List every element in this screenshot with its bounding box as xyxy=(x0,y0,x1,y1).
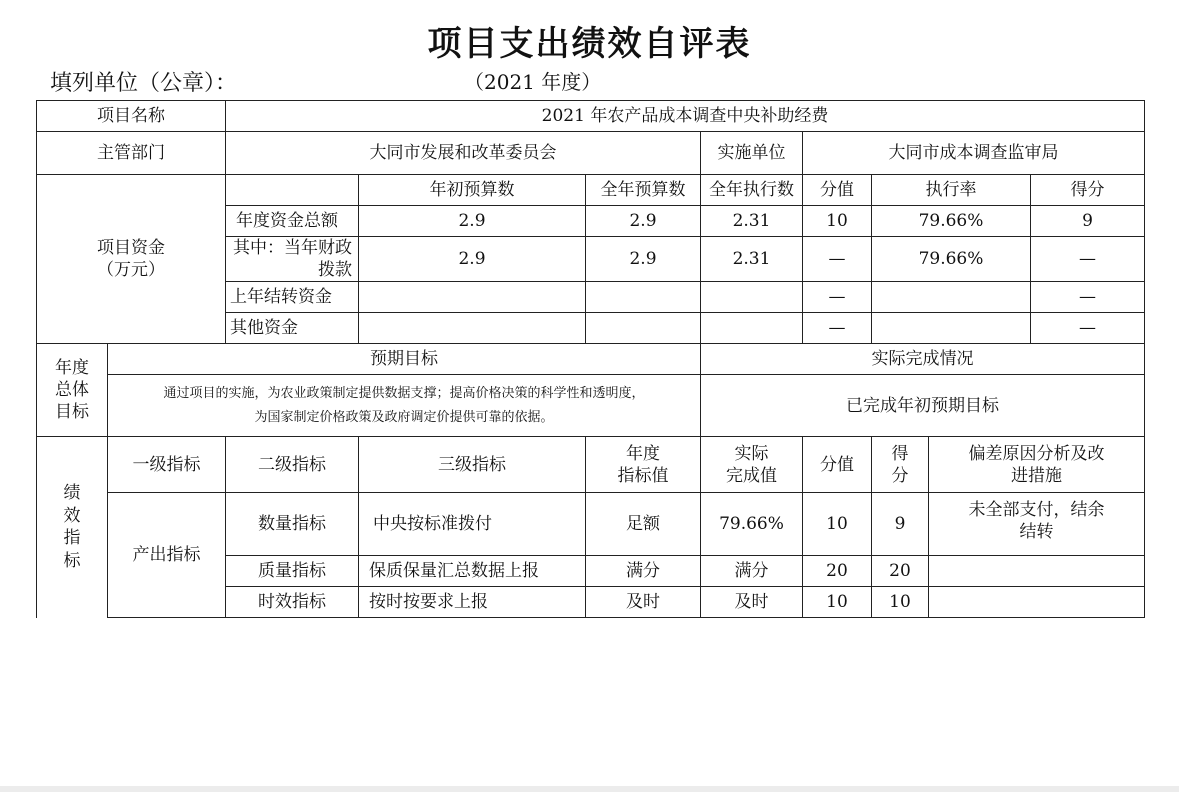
perf-header-actual xyxy=(701,437,803,493)
funds-cell: 10 xyxy=(803,206,872,237)
funds-header-initial: 年初预算数 xyxy=(359,175,586,206)
funds-cell: 2.31 xyxy=(701,237,803,282)
funds-cell: — xyxy=(803,237,872,282)
perf-label-char: 效 xyxy=(63,505,81,526)
goals-label-line2: 总体 xyxy=(55,380,89,401)
perf-header-level3: 三级指标 xyxy=(359,437,586,493)
funds-cell: 2.9 xyxy=(359,206,586,237)
filling-unit-label: 填列单位（公章）： xyxy=(50,71,238,96)
perf-level2: 时效指标 xyxy=(226,587,359,618)
actual-completion-header: 实际完成情况 xyxy=(701,344,1145,375)
perf-header-level1: 一级指标 xyxy=(108,437,226,493)
goals-label xyxy=(37,344,108,437)
funds-cell: 2.9 xyxy=(359,237,586,282)
perf-level2: 数量指标 xyxy=(226,493,359,556)
funds-label-line2: （万元） xyxy=(97,260,165,281)
perf-level3: 中央按标准拨付 xyxy=(359,493,586,556)
funds-cell: 9 xyxy=(1031,206,1145,237)
funds-cell xyxy=(586,282,701,313)
perf-level3: 保质保量汇总数据上报 xyxy=(359,556,586,587)
expected-goal-text xyxy=(108,375,701,437)
project-name-value: 2021 年农产品成本调查中央补助经费 xyxy=(226,101,1145,132)
funds-cell xyxy=(701,313,803,344)
perf-score: 10 xyxy=(803,587,872,618)
funds-header-rate: 执行率 xyxy=(872,175,1031,206)
funds-row-name: 年度资金总额 xyxy=(226,206,359,237)
expected-goal-line1: 通过项目的实施，为农业政策制定提供数据支撑；提高价格决策的科学性和透明度， xyxy=(163,386,645,402)
funds-cell: — xyxy=(803,282,872,313)
perf-actual: 及时 xyxy=(701,587,803,618)
funds-cell: — xyxy=(1031,282,1145,313)
perf-label-char: 标 xyxy=(63,551,81,572)
perf-header-actual-line1: 实际 xyxy=(734,443,769,464)
perf-reason-line1: 未全部支付，结余 xyxy=(968,500,1105,521)
funds-cell: — xyxy=(803,313,872,344)
perf-label-char: 绩 xyxy=(63,482,81,503)
goals-label-line1: 年度 xyxy=(55,358,89,379)
funds-cell xyxy=(359,282,586,313)
expected-goal-line2: 为国家制定价格政策及政府调定价提供可靠的依据。 xyxy=(254,409,554,425)
perf-header-reason-line1: 偏差原因分析及改 xyxy=(968,443,1105,464)
funds-cell xyxy=(701,282,803,313)
perf-header-actual-line2: 完成值 xyxy=(726,465,777,486)
perf-got: 20 xyxy=(872,556,929,587)
perf-reason xyxy=(929,556,1145,587)
impl-value: 大同市成本调查监审局 xyxy=(803,132,1145,175)
perf-level2: 质量指标 xyxy=(226,556,359,587)
funds-cell: — xyxy=(1031,313,1145,344)
funds-cell xyxy=(586,313,701,344)
perf-header-score: 分值 xyxy=(803,437,872,493)
perf-target: 满分 xyxy=(586,556,701,587)
perf-actual: 满分 xyxy=(701,556,803,587)
perf-got: 10 xyxy=(872,587,929,618)
perf-header-got-line2: 分 xyxy=(891,465,909,486)
dept-value: 大同市发展和改革委员会 xyxy=(226,132,701,175)
perf-header-target-line1: 年度 xyxy=(626,443,660,464)
perf-row xyxy=(37,493,1145,556)
funds-cell: 79.66% xyxy=(872,206,1031,237)
perf-reason xyxy=(929,493,1145,556)
funds-header-blank xyxy=(226,175,359,206)
funds-cell xyxy=(872,313,1031,344)
funds-cell: 2.9 xyxy=(586,237,701,282)
funds-cell: 2.31 xyxy=(701,206,803,237)
perf-header-target-line2: 指标值 xyxy=(617,465,669,486)
perf-header-got-line1: 得 xyxy=(891,443,909,464)
funds-row-name: 其他资金 xyxy=(226,313,359,344)
perf-score: 20 xyxy=(803,556,872,587)
funds-header-annual: 全年预算数 xyxy=(586,175,701,206)
perf-header-reason-line2: 进措施 xyxy=(1011,465,1062,486)
funds-row-name: 上年结转资金 xyxy=(226,282,359,313)
funds-row-name: 其中：当年财政拨款 xyxy=(226,237,359,282)
perf-label xyxy=(37,437,108,618)
funds-cell xyxy=(359,313,586,344)
perf-reason xyxy=(929,587,1145,618)
perf-reason-line2: 结转 xyxy=(1019,522,1054,543)
dept-label: 主管部门 xyxy=(37,132,226,175)
perf-got: 9 xyxy=(872,493,929,556)
perf-label-char: 指 xyxy=(63,528,81,549)
funds-label-line1: 项目资金 xyxy=(97,238,165,258)
funds-cell: 79.66% xyxy=(872,237,1031,282)
perf-header-got xyxy=(872,437,929,493)
self-evaluation-table xyxy=(36,100,1145,618)
perf-score: 10 xyxy=(803,493,872,556)
page-bottom-edge xyxy=(0,786,1179,792)
funds-label xyxy=(37,175,226,344)
perf-level3: 按时按要求上报 xyxy=(359,587,586,618)
perf-header-reason xyxy=(929,437,1145,493)
perf-header-target xyxy=(586,437,701,493)
perf-target: 及时 xyxy=(586,587,701,618)
project-name-label: 项目名称 xyxy=(37,101,226,132)
funds-cell: — xyxy=(1031,237,1145,282)
funds-header-executed: 全年执行数 xyxy=(701,175,803,206)
funds-header-got: 得分 xyxy=(1031,175,1145,206)
funds-cell: 2.9 xyxy=(586,206,701,237)
funds-header-score: 分值 xyxy=(803,175,872,206)
report-year: （2021 年度） xyxy=(464,70,602,94)
perf-level1-output: 产出指标 xyxy=(108,493,226,618)
perf-header-level2: 二级指标 xyxy=(226,437,359,493)
perf-actual: 79.66% xyxy=(701,493,803,556)
funds-cell xyxy=(872,282,1031,313)
perf-target: 足额 xyxy=(586,493,701,556)
expected-goal-header: 预期目标 xyxy=(108,344,701,375)
goals-label-line3: 目标 xyxy=(55,402,89,423)
form-title: 项目支出绩效自评表 xyxy=(427,24,752,64)
actual-completion-text: 已完成年初预期目标 xyxy=(701,375,1145,437)
impl-label: 实施单位 xyxy=(701,132,803,175)
